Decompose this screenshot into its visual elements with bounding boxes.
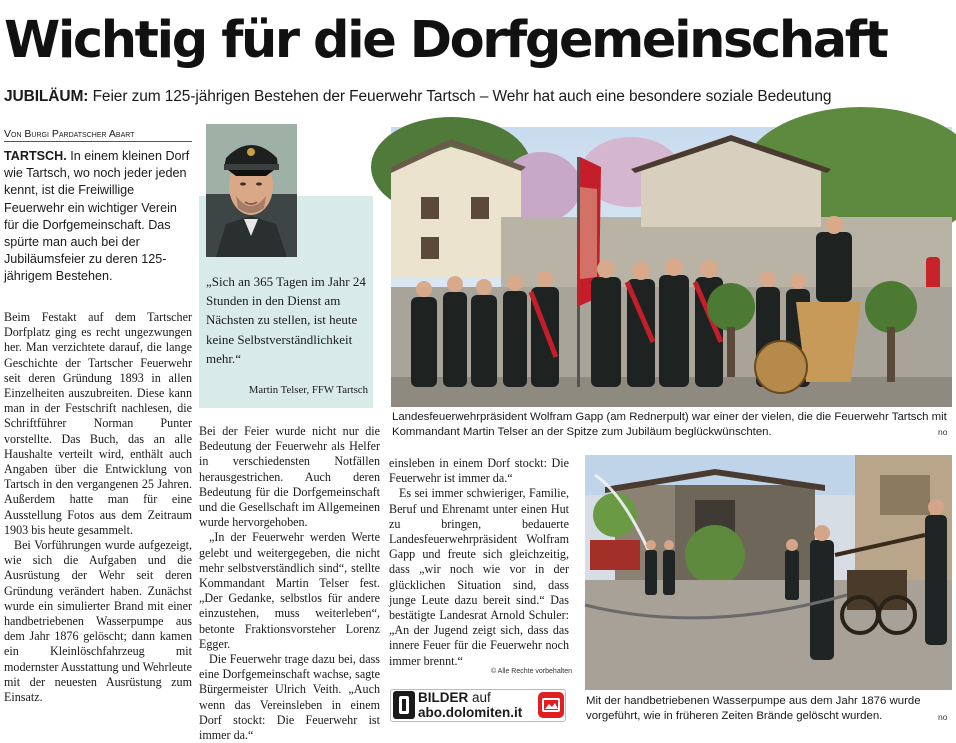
pull-quote: „Sich an 365 Tagen im Jahr 24 Stunden in den Dienst am Nächsten zu stellen, ist heute keine Selbstverständlichkeit mehr.“ bbox=[206, 274, 366, 366]
promo-url[interactable]: abo.dolomiten.it bbox=[418, 705, 523, 720]
main-photo-credit: no bbox=[938, 427, 948, 437]
subheadline-text: Feier zum 125-jährigen Bestehen der Feuerwehr Tartsch – Wehr hat auch eine besondere soziale Bedeutung bbox=[92, 88, 832, 105]
second-photo bbox=[585, 455, 952, 690]
headline: Wichtig für die Dorfgemeinschaft bbox=[4, 11, 887, 70]
lead-text: In einem kleinen Dorf wie Tartsch, wo noch jeder jeden kennt, ist die Freiwillige Feuerwehr ein wichtiger Verein für die Dorfgemeinschaft. Das spürte man auch bei der Jubiläumsfeier zu deren 125-jährigem Bestehen. bbox=[4, 149, 190, 284]
paragraph: einsleben in einem Dorf stockt: Die Feuerwehr ist immer da.“ bbox=[389, 456, 569, 486]
byline: Von Burgi Pardatscher Abart bbox=[4, 128, 192, 142]
main-photo-caption: Landesfeuerwehrpräsident Wolfram Gapp (am Rednerpult) war einer der vielen, die die Feuerwehr Tartsch mit Kommandant Martin Telser an der Spitze zum Jubiläum beglückwünschten. bbox=[392, 411, 947, 438]
paragraph: Bei der Feier wurde nicht nur die Bedeutung der Feuerwehr als Helfer in verschiedensten Notfällen herausgestrichen. Auch deren Bedeutung für die Dorfgemeinschaft und die Gesellschaft im Allgemeinen wurde hervorgehoben. bbox=[199, 424, 380, 530]
rights-notice: © Alle Rechte vorbehalten bbox=[490, 668, 572, 675]
paragraph: Beim Festakt auf dem Tartscher Dorfplatz ging es recht ungezwungen her. Man verzichtete darauf, die lange Geschichte der Tartscher Feuerwehr seit deren Gründung 1893 in allen Einzelheiten auszubreiten. Diese kann man in der Festschrift nachlesen, die Schriftführer Norman Punter vorstellte. Das Buch, das an alle Haushalte verteilt wird, enthält auch Angaben über die Entwicklung von Tartsch in den vergangenen 25 Jahren. Außerdem hatte man für eine Ausstellung Fotos aus dem Zeitraum 1903 bis heute gesammelt. bbox=[4, 310, 192, 537]
promo-title-bold: BILDER bbox=[418, 690, 469, 705]
gallery-icon[interactable] bbox=[538, 692, 564, 718]
portrait-photo bbox=[206, 124, 297, 257]
kicker: JUBILÄUM: bbox=[4, 88, 89, 105]
dolomiten-logo-icon bbox=[393, 691, 415, 719]
paragraph: Es sei immer schwieriger, Familie, Beruf und Ehrenamt unter einen Hut zu bringen, bedauerte Landesfeuerwehrpräsident Wolfram Gapp und freute sich gleichzeitig, dass „wir noch wie vor in der glücklichen Situation sind, dass junge Leute dazu bereit sind.“ Das bestätigte Landesrat Arnold Schuler: „An der Jugend zeigt sich, dass das innere Feuer für die Feuerwehr noch immer brennt.“ bbox=[389, 486, 569, 668]
paragraph: Bei Vorführungen wurde aufgezeigt, wie sich die Aufgaben und die Ausrüstung der Wehr seit deren Gründung verändert haben. Zunächst wurde ein simulierter Brand mit einer handbetriebenen Wasserpumpe aus dem Jahr 1876 gelöscht; dann kamen ein Kleinlöschfahrzeug mit modernster Ausstattung und Wehrleute mit der neuesten Ausrüstung zum Einsatz. bbox=[4, 538, 192, 705]
lead-paragraph bbox=[4, 148, 192, 286]
body-column-1 bbox=[4, 310, 192, 727]
portrait-illustration bbox=[206, 124, 297, 257]
main-photo bbox=[391, 127, 952, 407]
paragraph: Die Feuerwehr trage dazu bei, dass eine Dorfgemeinschaft wachse, sagte Bürgermeister Ulrich Veith. „Auch wenn das Vereinsleben in einem Dorf stockt: Die Feuerwehr ist immer da.“ bbox=[199, 652, 380, 743]
promo-title-rest: auf bbox=[468, 690, 491, 705]
body-column-3 bbox=[389, 456, 569, 666]
dateline: TARTSCH. bbox=[4, 149, 67, 163]
body-column-2 bbox=[199, 424, 380, 743]
quote-attribution: Martin Telser, FFW Tartsch bbox=[248, 384, 368, 396]
ceremony-illustration bbox=[391, 127, 952, 407]
promo-title bbox=[418, 690, 491, 705]
pump-demo-illustration bbox=[585, 455, 952, 690]
paragraph: „In der Feuerwehr werden Werte gelebt und weitergegeben, die nicht mehr selbstverständlich sind“, stellte Kommandant Martin Telser fest. „Der Gedanke, selbstlos für andere einzustehen, muss weiterleben“, betonte Fraktionsvorsteher Lorenz Egger. bbox=[199, 530, 380, 651]
second-photo-credit: no bbox=[938, 712, 948, 722]
subheadline bbox=[4, 88, 954, 106]
second-photo-caption: Mit der handbetriebenen Wasserpumpe aus dem Jahr 1876 wurde vorgeführt, wie in früheren Zeiten Brände gelöscht wurden. bbox=[586, 695, 921, 722]
